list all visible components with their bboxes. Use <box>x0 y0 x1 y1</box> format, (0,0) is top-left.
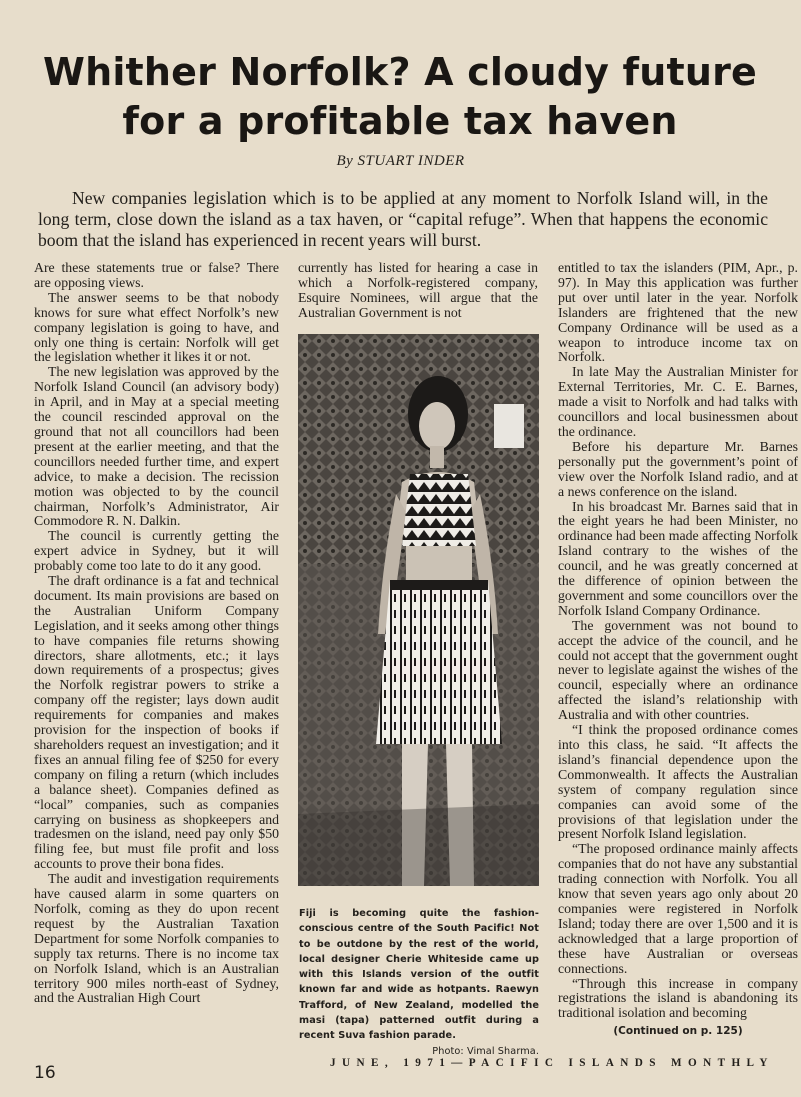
body-paragraph: entitled to tax the islanders (PIM, Apr., p. 97). In May this application was further put over until later in the year. Norfolk Islanders are frightened that the new Company Ordinance will be used as a weapon to introduce income tax on Norfolk. <box>558 260 798 365</box>
body-paragraph: The answer seems to be that nobody knows for sure what effect Norfolk’s new company legislation is going to have, and only one thing is certain: Norfolk will get the legislation whether it likes it or not. <box>34 289 279 365</box>
continued-note: (Continued on p. 125) <box>613 1025 743 1037</box>
column-2 <box>298 261 538 321</box>
caption-text: Fiji is becoming quite the fashion-conscious centre of the South Pacific! Not to be outdone by the rest of the world, local designer Cherie Whiteside came up with this Islands version of the outfit known far and wide as hotpants. Raewyn Trafford, of New Zealand, modelled the masi (tapa) patterned outfit during a recent Suva fashion parade. <box>299 908 539 1042</box>
body-paragraph: Are these statements true or false? There are opposing views. <box>34 260 279 290</box>
page-number: 16 <box>34 1063 56 1083</box>
photo-caption <box>299 906 539 1059</box>
column-3 <box>558 261 798 1021</box>
body-paragraph: The council is currently getting the expert advice in Sydney, but it will probably come too late to do it any good. <box>34 528 279 574</box>
byline: By STUART INDER <box>336 153 465 169</box>
fashion-photo <box>298 334 539 886</box>
body-paragraph: In late May the Australian Minister for External Territories, Mr. C. E. Barnes, made a visit to Norfolk and had talks with councillors and local businessmen about the ordinance. <box>558 364 798 439</box>
headline-line-1: Whither Norfolk? A cloudy future <box>42 50 758 94</box>
column-1 <box>34 261 279 1006</box>
photo-credit: Photo: Vimal Sharma. <box>432 1045 539 1057</box>
lede-paragraph: New companies legislation which is to be applied at any moment to Norfolk Island will, in the long term, close down the island as a tax haven, or “capital refuge”. When that happens the economic boom that the island has experienced in recent years will burst. <box>38 188 768 250</box>
running-footer: JUNE, 1971—PACIFIC ISLANDS MONTHLY <box>330 1057 774 1069</box>
body-paragraph: Before his departure Mr. Barnes personally put the government’s point of view over the Norfolk Island radio, and at a news conference on the island. <box>558 438 798 499</box>
body-paragraph: currently has listed for hearing a case in which a Norfolk-registered company, Esquire Nominees, will argue that the Australian Government is not <box>298 260 538 320</box>
body-paragraph: The government was not bound to accept the advice of the council, and he could not accept that the government ought never to legislate against the wishes of the council, especially where an ordinance affected the island’s relationship with Australia and with other countries. <box>558 617 798 723</box>
body-paragraph: “I think the proposed ordinance comes into this class, he said. “It affects the island’s financial dependence upon the Commonwealth. It affects the Australian system of company regulation since companies can avoid some of the provisions of that legislation under the present Norfolk Island legislation. <box>558 722 798 842</box>
body-paragraph: “The proposed ordinance mainly affects companies that do not have any substantial trading connection with Norfolk. You all know that seven years ago only about 20 companies were registered in Norfolk Island; today there are over 1,500 and it is acknowledged that a large proportion of these have Australian or overseas connections. <box>558 841 798 976</box>
headline-line-2: for a profitable tax haven <box>122 99 678 143</box>
body-paragraph: In his broadcast Mr. Barnes said that in the eight years he had been Minister, no ordinance had been made affecting Norfolk Island contrary to the wishes of the council, and he was greatly concerned at the difference of opinion between the government and some councillors over the Norfolk Island Company Ordinance. <box>558 498 798 618</box>
body-paragraph: The new legislation was approved by the Norfolk Island Council (an advisory body) in April, and in May at a special meeting the council rescinded approval on the ground that not all councillors had been present at the earlier meeting, and that the councillors needed further time, and expert advice, to make a decision. The recission motion was objected to by the council chairman, Norfolk’s Administrator, Air Commodore R. N. Dalkin. <box>34 364 279 529</box>
fashion-model-image <box>298 334 539 886</box>
body-paragraph: The audit and investigation requirements have caused alarm in some quarters on Norfolk, coming as they do upon recent request by the Australian Taxation Department for some Norfolk companies to supply tax returns. There is no income tax on Norfolk Island, which is an Australian territory 900 miles north-east of Sydney, and the Australian High Court <box>34 871 279 1006</box>
headline <box>20 48 780 146</box>
body-paragraph: The draft ordinance is a fat and technical document. Its main provisions are based on the Australian Uniform Company Legislation, and it seeks among other things to have companies file returns showing directors, share allotments, etc.; it lays down requirements of a prospectus; gives the Norfolk registrar powers to strike a company off the register; lays down audit requirements for companies and makes provision for the inspection of books if shareholders request an investigation; and it fixes an annual filing fee of $250 for every company on filing a return (which includes a balance sheet). Companies defined as “local” companies, such as companies carrying on business as shopkeepers and tradesmen on the island, need pay only $50 filing fee, but must file profit and loss accounts to prove their bona fides. <box>34 573 279 872</box>
body-paragraph: “Through this increase in company registrations the island is abandoning its traditional isolation and becoming <box>558 975 798 1021</box>
